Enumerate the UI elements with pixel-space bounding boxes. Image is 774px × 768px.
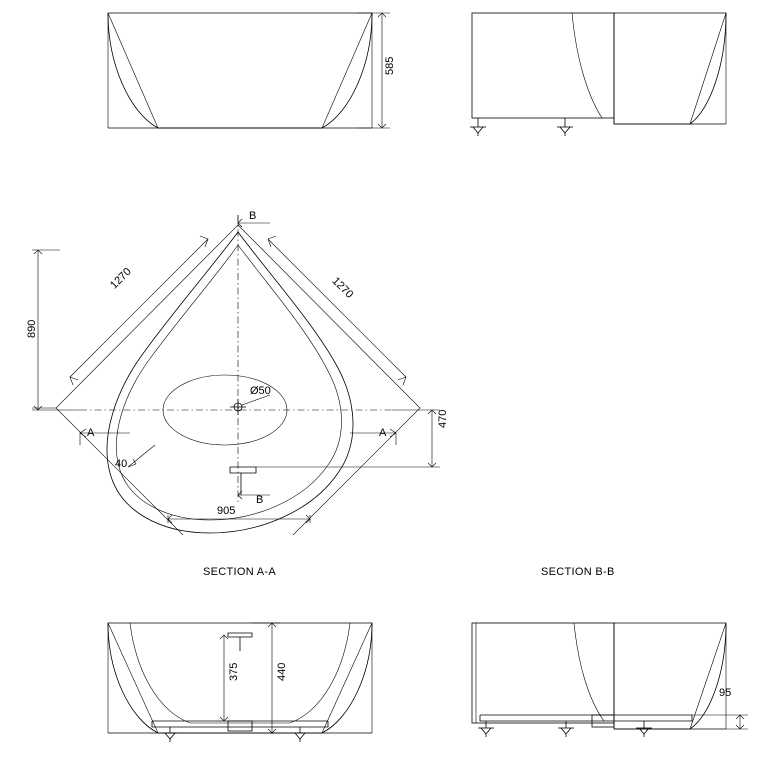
section-marker-b-top: B (249, 210, 257, 222)
section-bb-title: SECTION B-B (541, 566, 615, 578)
dimension-585 (350, 5, 420, 155)
label-height-585: 585 (384, 56, 396, 75)
section-aa-title: SECTION A-A (203, 566, 276, 578)
label-depth-375: 375 (228, 662, 240, 681)
label-width-890: 890 (26, 319, 38, 338)
plan-view (20, 205, 480, 535)
section-bb-view (462, 615, 762, 745)
label-height-95: 95 (719, 687, 732, 699)
label-diag-right-1270: 1270 (329, 275, 356, 301)
label-drain-diameter: Ø50 (250, 385, 271, 397)
section-marker-a-right: A (379, 427, 387, 439)
label-length-905: 905 (217, 505, 236, 517)
section-aa-view (90, 615, 390, 745)
label-diag-left-1270: 1270 (108, 265, 134, 292)
section-marker-a-left: A (87, 427, 95, 439)
label-depth-440: 440 (276, 662, 288, 681)
label-rim-40: 40 (115, 458, 128, 470)
side-elevation-view (462, 5, 762, 155)
label-depth-470: 470 (437, 409, 449, 428)
section-marker-b-bottom: B (256, 494, 264, 506)
